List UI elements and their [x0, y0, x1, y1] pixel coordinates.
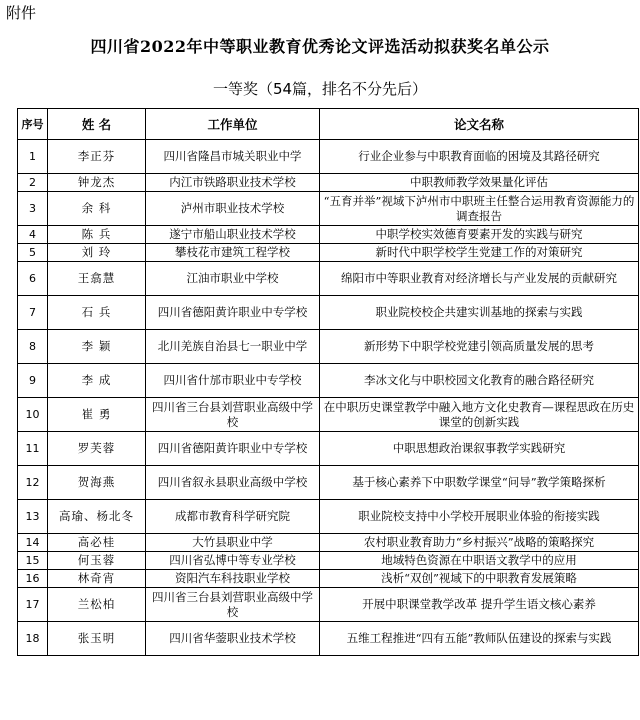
- row-number: 15: [18, 552, 48, 570]
- row-number: 18: [18, 622, 48, 656]
- work-unit: 泸州市职业技术学校: [146, 192, 320, 226]
- author-name: 王翕慧: [48, 262, 146, 296]
- table-row: [18, 588, 639, 622]
- row-number: 6: [18, 262, 48, 296]
- award-table: [17, 108, 639, 656]
- row-number: 4: [18, 226, 48, 244]
- author-name: 高瑜、杨北冬: [48, 500, 146, 534]
- paper-title: 地域特色资源在中职语文教学中的应用: [320, 552, 639, 570]
- row-number: 16: [18, 570, 48, 588]
- row-number: 9: [18, 364, 48, 398]
- table-row: [18, 466, 639, 500]
- header-name: 姓 名: [48, 109, 146, 140]
- author-name: 李 颖: [48, 330, 146, 364]
- row-number: 7: [18, 296, 48, 330]
- table-row: [18, 140, 639, 174]
- table-row: [18, 398, 639, 432]
- paper-title: 中职思想政治课叙事教学实践研究: [320, 432, 639, 466]
- author-name: 兰松柏: [48, 588, 146, 622]
- table-row: [18, 500, 639, 534]
- work-unit: 四川省三台县刘营职业高级中学校: [146, 398, 320, 432]
- document-title: 四川省2022年中等职业教育优秀论文评选活动拟获奖名单公示: [90, 37, 550, 56]
- author-name: 余 科: [48, 192, 146, 226]
- work-unit: 江油市职业中学校: [146, 262, 320, 296]
- work-unit: 成都市教育科学研究院: [146, 500, 320, 534]
- author-name: 刘 玲: [48, 244, 146, 262]
- row-number: 17: [18, 588, 48, 622]
- header-paper: 论文名称: [320, 109, 639, 140]
- work-unit: 四川省叙永县职业高级中学校: [146, 466, 320, 500]
- work-unit: 四川省华蓥职业技术学校: [146, 622, 320, 656]
- author-name: 石 兵: [48, 296, 146, 330]
- row-number: 12: [18, 466, 48, 500]
- paper-title: 职业院校校企共建实训基地的探索与实践: [320, 296, 639, 330]
- author-name: 贺海燕: [48, 466, 146, 500]
- table-row: [18, 552, 639, 570]
- author-name: 李 成: [48, 364, 146, 398]
- work-unit: 北川羌族自治县七一职业中学: [146, 330, 320, 364]
- attachment-label: 附件: [6, 4, 37, 22]
- paper-title: 新形势下中职学校党建引领高质量发展的思考: [320, 330, 639, 364]
- row-number: 11: [18, 432, 48, 466]
- paper-title: 开展中职课堂教学改革 提升学生语文核心素养: [320, 588, 639, 622]
- work-unit: 四川省弘博中等专业学校: [146, 552, 320, 570]
- paper-title: 绵阳市中等职业教育对经济增长与产业发展的贡献研究: [320, 262, 639, 296]
- table-row: [18, 296, 639, 330]
- paper-title: 浅析“双创”视域下的中职教育发展策略: [320, 570, 639, 588]
- table-row: [18, 174, 639, 192]
- work-unit: 遂宁市船山职业技术学校: [146, 226, 320, 244]
- author-name: 陈 兵: [48, 226, 146, 244]
- paper-title: 行业企业参与中职教育面临的困境及其路径研究: [320, 140, 639, 174]
- paper-title: “五育并举”视域下泸州市中职班主任整合运用教育资源能力的调查报告: [320, 192, 639, 226]
- header-seq: 序号: [18, 109, 48, 140]
- row-number: 8: [18, 330, 48, 364]
- author-name: 钟龙杰: [48, 174, 146, 192]
- paper-title: 在中职历史课堂教学中融入地方文化史教育—课程思政在历史课堂的创新实践: [320, 398, 639, 432]
- table-row: [18, 364, 639, 398]
- table-body: [18, 140, 639, 656]
- author-name: 林奇宵: [48, 570, 146, 588]
- author-name: 罗芙蓉: [48, 432, 146, 466]
- table-row: [18, 192, 639, 226]
- author-name: 李正芬: [48, 140, 146, 174]
- paper-title: 李冰文化与中职校园文化教育的融合路径研究: [320, 364, 639, 398]
- work-unit: 大竹县职业中学: [146, 534, 320, 552]
- paper-title: 五维工程推进“四有五能”教师队伍建设的探索与实践: [320, 622, 639, 656]
- work-unit: 四川省什邡市职业中专学校: [146, 364, 320, 398]
- table-row: [18, 622, 639, 656]
- table-row: [18, 570, 639, 588]
- table-row: [18, 432, 639, 466]
- row-number: 3: [18, 192, 48, 226]
- author-name: 张玉明: [48, 622, 146, 656]
- work-unit: 四川省德阳黄许职业中专学校: [146, 296, 320, 330]
- table-row: [18, 330, 639, 364]
- author-name: 崔 勇: [48, 398, 146, 432]
- table-header-row: [18, 109, 639, 140]
- table-row: [18, 262, 639, 296]
- row-number: 14: [18, 534, 48, 552]
- table-row: [18, 244, 639, 262]
- row-number: 13: [18, 500, 48, 534]
- paper-title: 新时代中职学校学生党建工作的对策研究: [320, 244, 639, 262]
- work-unit: 四川省德阳黄许职业中专学校: [146, 432, 320, 466]
- paper-title: 中职教师教学效果量化评估: [320, 174, 639, 192]
- work-unit: 攀枝花市建筑工程学校: [146, 244, 320, 262]
- work-unit: 四川省三台县刘营职业高级中学校: [146, 588, 320, 622]
- row-number: 10: [18, 398, 48, 432]
- author-name: 何玉蓉: [48, 552, 146, 570]
- row-number: 5: [18, 244, 48, 262]
- paper-title: 基于核心素养下中职数学课堂“问导”教学策略探析: [320, 466, 639, 500]
- row-number: 2: [18, 174, 48, 192]
- header-unit: 工作单位: [146, 109, 320, 140]
- paper-title: 农村职业教育助力“乡村振兴”战略的策略探究: [320, 534, 639, 552]
- work-unit: 内江市铁路职业技术学校: [146, 174, 320, 192]
- work-unit: 资阳汽车科技职业学校: [146, 570, 320, 588]
- row-number: 1: [18, 140, 48, 174]
- author-name: 高必桂: [48, 534, 146, 552]
- award-subtitle: 一等奖（54篇，排名不分先后）: [212, 80, 428, 98]
- work-unit: 四川省隆昌市城关职业中学: [146, 140, 320, 174]
- paper-title: 中职学校实效德育要素开发的实践与研究: [320, 226, 639, 244]
- paper-title: 职业院校支持中小学校开展职业体验的衔接实践: [320, 500, 639, 534]
- table-row: [18, 226, 639, 244]
- table-row: [18, 534, 639, 552]
